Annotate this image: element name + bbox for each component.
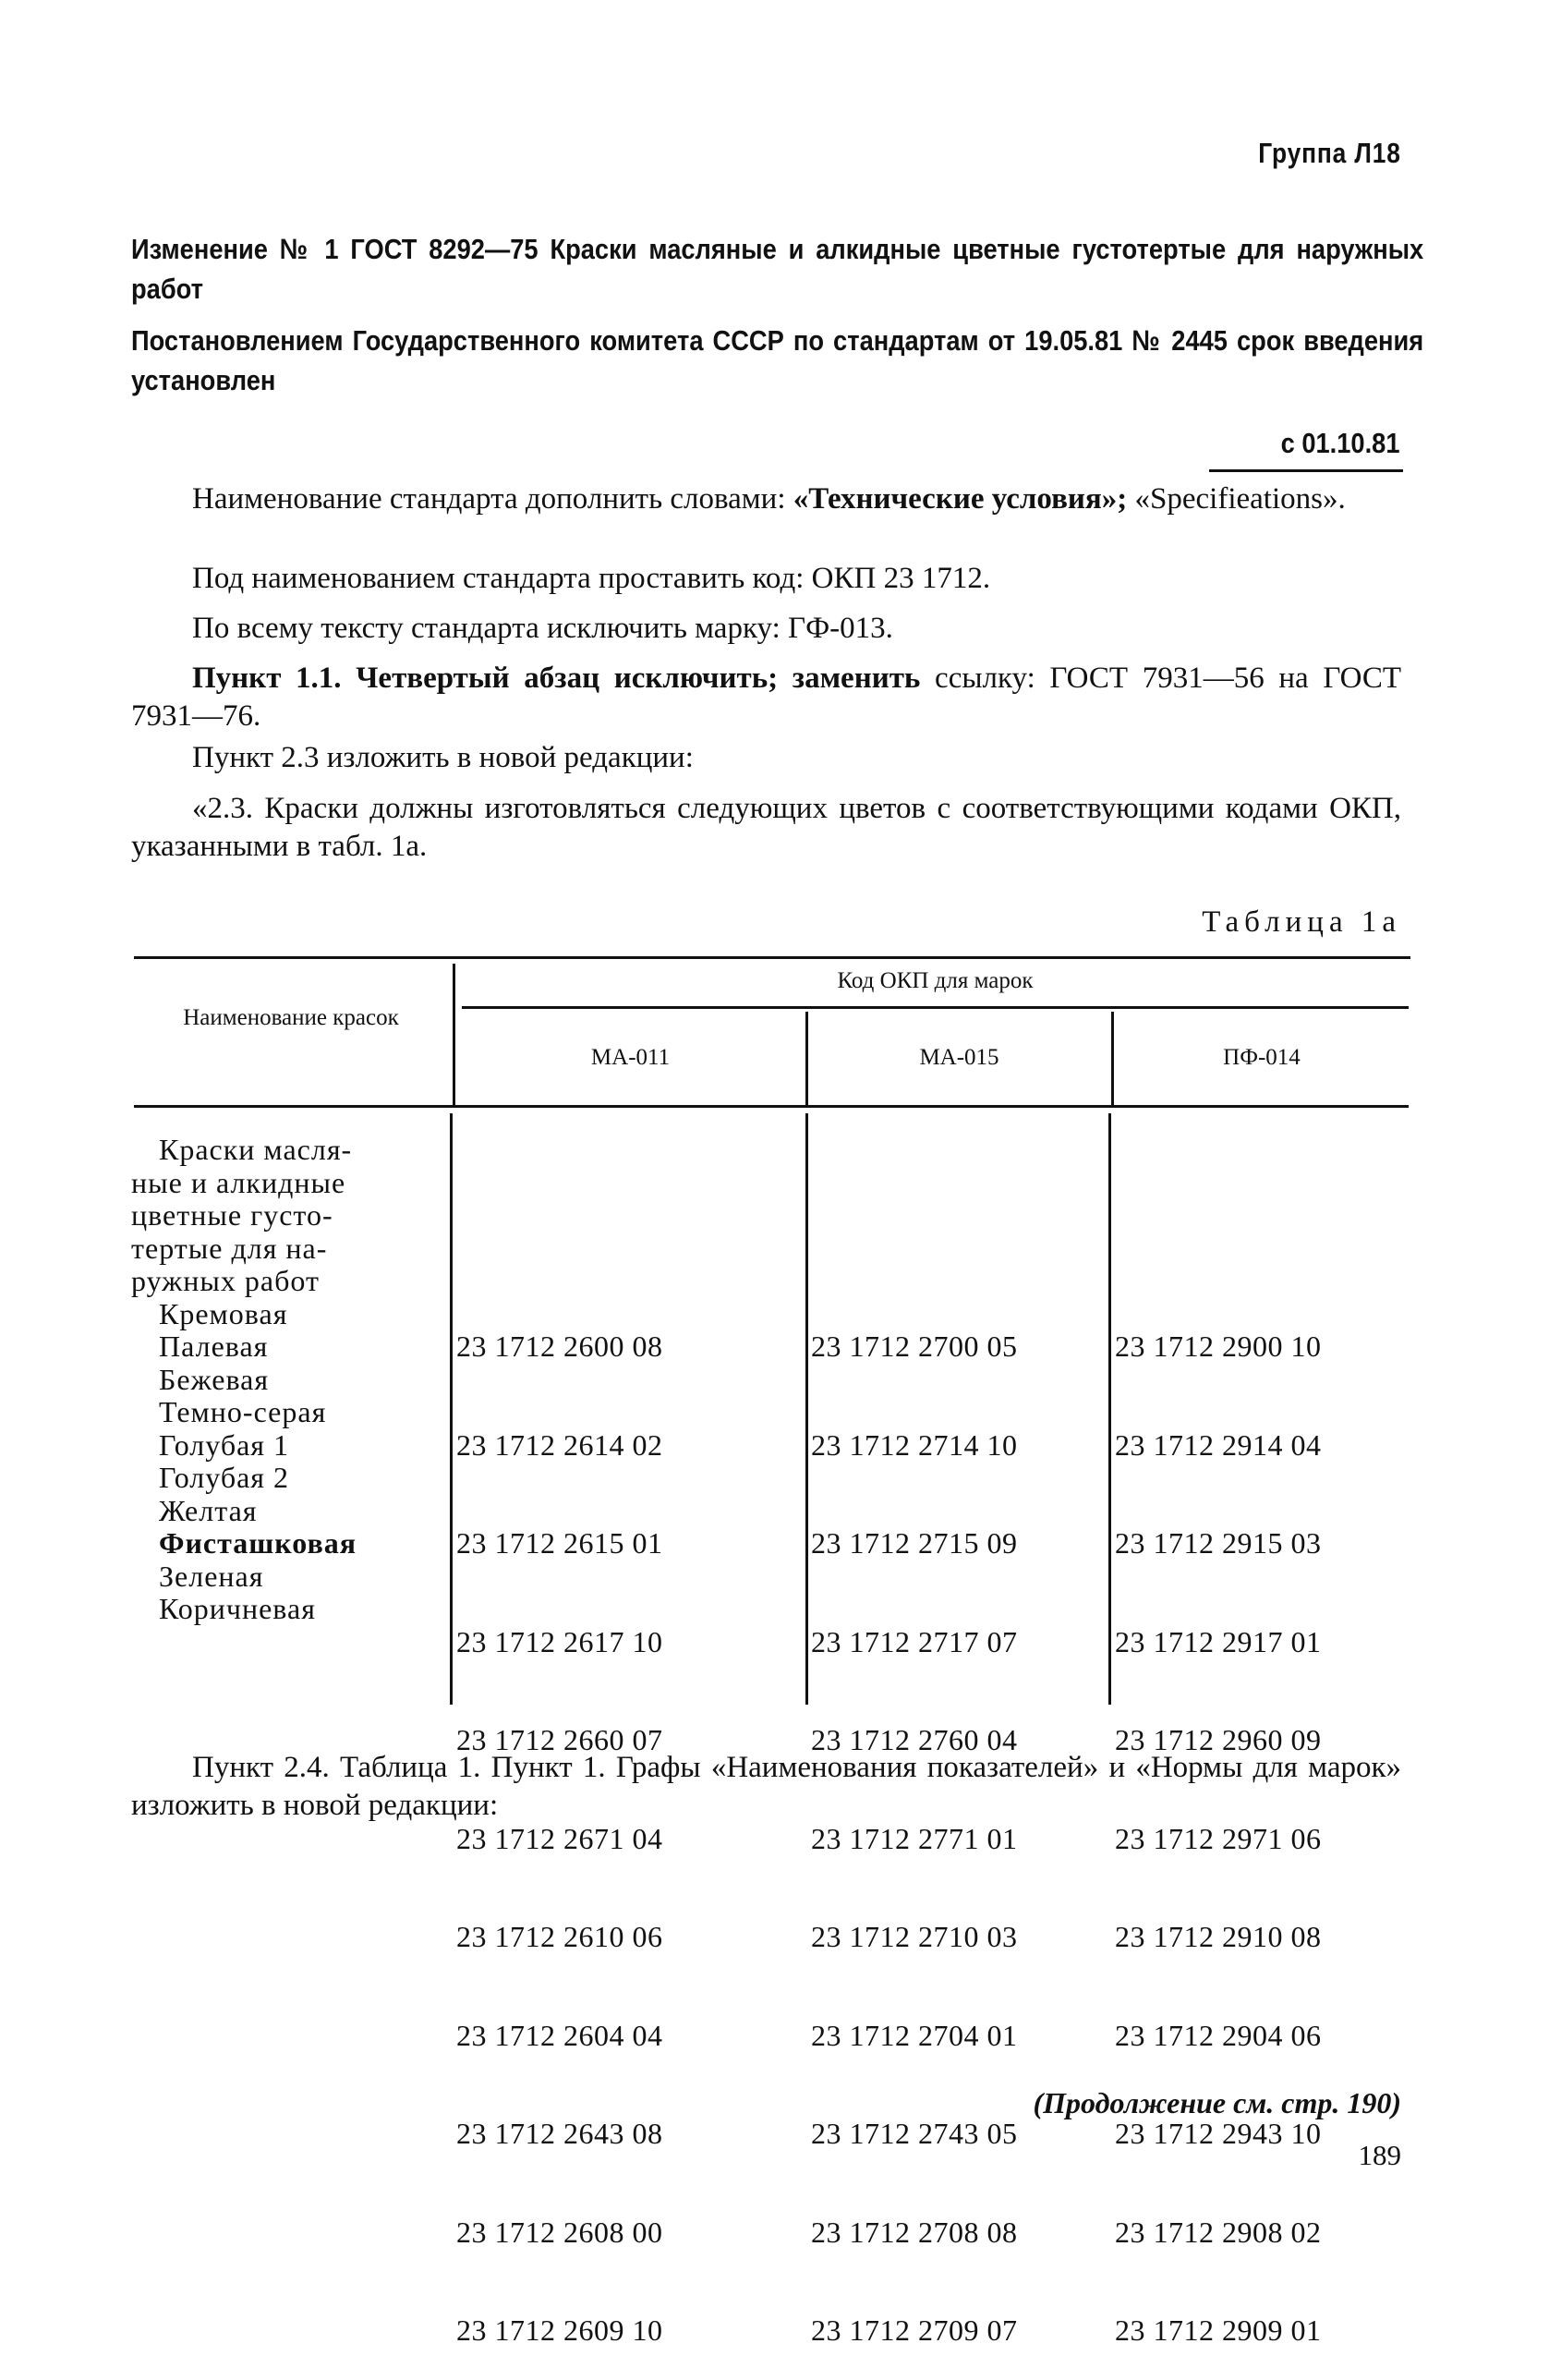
table-cell-code: 23 1712 2671 04 [456,1821,663,1855]
table-cell-code: 23 1712 2915 03 [1115,1526,1322,1560]
table-row-name: Темно-серая [159,1395,327,1428]
table-row-name: Желтая [159,1493,258,1527]
table-top-rule [134,956,1410,959]
paragraph-name-addition [131,480,1401,518]
table-header-bottom-rule [134,1105,1409,1108]
paragraph-clause-2-3 [131,739,1401,777]
table-row-name: Коричневая [159,1592,316,1625]
table-cell-code: 23 1712 2715 09 [811,1526,1018,1560]
col-divider-header-3 [1111,1012,1114,1105]
table-cell-code: 23 1712 2910 08 [1115,1920,1322,1953]
resolution-text: Постановлением Государственного комитета СССР по стандартам от 19.05.81 № 2445 срок введения установлен [131,324,1424,396]
table-row-name: Голубая 1 [159,1427,290,1462]
table-cell-code: 23 1712 2908 02 [1115,2215,1322,2249]
table-row-name: Палевая [159,1330,269,1363]
table-cell-code: 23 1712 2717 07 [811,1624,1018,1658]
table-header-mid-rule [462,1006,1409,1009]
document-group: Группа Л18 [1258,137,1401,169]
table-row-name: Фисташковая [159,1526,357,1560]
table-cell-code: 23 1712 2943 10 [1115,2117,1322,2150]
table-cell-code: 23 1712 2743 05 [811,2117,1018,2150]
table-cell-code: 23 1712 2610 06 [456,1920,663,1953]
table-cell-code: 23 1712 2914 04 [1115,1427,1322,1462]
table-cell-code: 23 1712 2714 10 [811,1427,1018,1462]
date-underline [1209,469,1403,472]
table-cell-code: 23 1712 2608 00 [456,2215,663,2249]
table-cell-code: 23 1712 2709 07 [811,2313,1018,2347]
p4-rest: ссылку: ГОСТ 7931—56 на ГОСТ 7931—76. [131,662,1401,733]
table-cell-code: 23 1712 2643 08 [456,2117,663,2150]
table-cell-code: 23 1712 2615 01 [456,1526,663,1560]
header-okp-group: Код ОКП для марок [837,968,1034,993]
paragraph-clause-2-4 [131,1749,1401,1825]
table-row-name: Бежевая [159,1362,270,1396]
p6-text: «2.3. Краски должны изготовляться следующих цветов с соответствующими кодами ОКП, указанными в табл. 1а. [131,792,1401,863]
col-divider-body-1 [450,1113,453,1705]
col-divider-header-1 [453,964,455,1105]
table-cell-code: 23 1712 2771 01 [811,1821,1018,1855]
effective-date: с 01.10.81 [1281,427,1400,459]
p1-prefix: Наименование стандарта дополнить словами: [192,482,793,516]
table-row-name: Голубая 2 [159,1461,290,1494]
paragraph-clause-1-1 [131,660,1401,735]
table-cell-code: 23 1712 2917 01 [1115,1624,1322,1658]
table-cell-code: 23 1712 2604 04 [456,2018,663,2052]
p1-suffix: «Specifieations». [1127,482,1346,516]
table-caption: Таблица 1а [1202,905,1401,939]
table-cell-code: 23 1712 2600 08 [456,1330,663,1363]
p5-text: Пункт 2.3 изложить в новой редакции: [192,741,694,774]
header-col-ma-011: МА-011 [590,1045,671,1070]
paragraph-clause-2-3-text [131,790,1401,866]
table-cell-code: 23 1712 2617 10 [456,1624,663,1658]
p4-bold: Пункт 1.1. Четвертый абзац исключить; заменить [192,662,921,695]
p2-text: Под наименованием стандарта проставить код: ОКП 23 1712. [192,562,991,595]
table-cell-code: 23 1712 2700 05 [811,1330,1018,1363]
continuation-note: (Продолжение см. стр. 190) [1033,2086,1401,2119]
p3-text: По всему тексту стандарта исключить марку: ГФ-013. [192,612,893,645]
table-cell-code: 23 1712 2708 08 [811,2215,1018,2249]
p7-text: Пункт 2.4. Таблица 1. Пункт 1. Графы «Наименования показателей» и «Нормы для марок» изложить в новой редакции: [131,1751,1401,1822]
header-col-pf-014: ПФ-014 [1223,1045,1301,1070]
group-label-line: ружных работ [131,1264,320,1297]
table-cell-code: 23 1712 2960 09 [1115,1723,1322,1756]
group-label-line: ные и алкидные [131,1165,346,1199]
col-divider-body-2 [805,1113,808,1705]
amendment-title: Изменение № 1 ГОСТ 8292—75 Краски масляные и алкидные цветные густотертые для наружных работ [131,233,1424,305]
page-number: 189 [1358,2139,1401,2171]
col-divider-body-3 [1108,1113,1111,1705]
group-label-line: цветные густо- [131,1198,333,1232]
p1-bold: «Технические условия»; [793,482,1128,516]
paragraph-exclude-mark [131,610,1401,648]
table-cell-code: 23 1712 2660 07 [456,1723,663,1756]
table-cell-code: 23 1712 2710 03 [811,1920,1018,1953]
table-cell-code: 23 1712 2704 01 [811,2018,1018,2052]
col-divider-header-2 [805,1012,808,1105]
paint-names-column [131,1134,357,1626]
table-cell-code: 23 1712 2909 01 [1115,2313,1322,2347]
table-row-name: Кремовая [159,1296,288,1330]
table-cell-code: 23 1712 2904 06 [1115,2018,1322,2052]
paragraph-okp-code [131,560,1401,598]
table-cell-code: 23 1712 2760 04 [811,1723,1018,1756]
group-label-line: Краски масля- [159,1133,353,1166]
header-col-ma-015: МА-015 [919,1045,999,1070]
table-cell-code: 23 1712 2609 10 [456,2313,663,2347]
table-cell-code: 23 1712 2971 06 [1115,1821,1322,1855]
table-cell-code: 23 1712 2614 02 [456,1427,663,1462]
table-row-name: Зеленая [159,1559,264,1593]
group-label-line: тертые для на- [131,1231,328,1265]
table-cell-code: 23 1712 2900 10 [1115,1330,1322,1363]
header-paint-name: Наименование красок [183,1005,399,1030]
